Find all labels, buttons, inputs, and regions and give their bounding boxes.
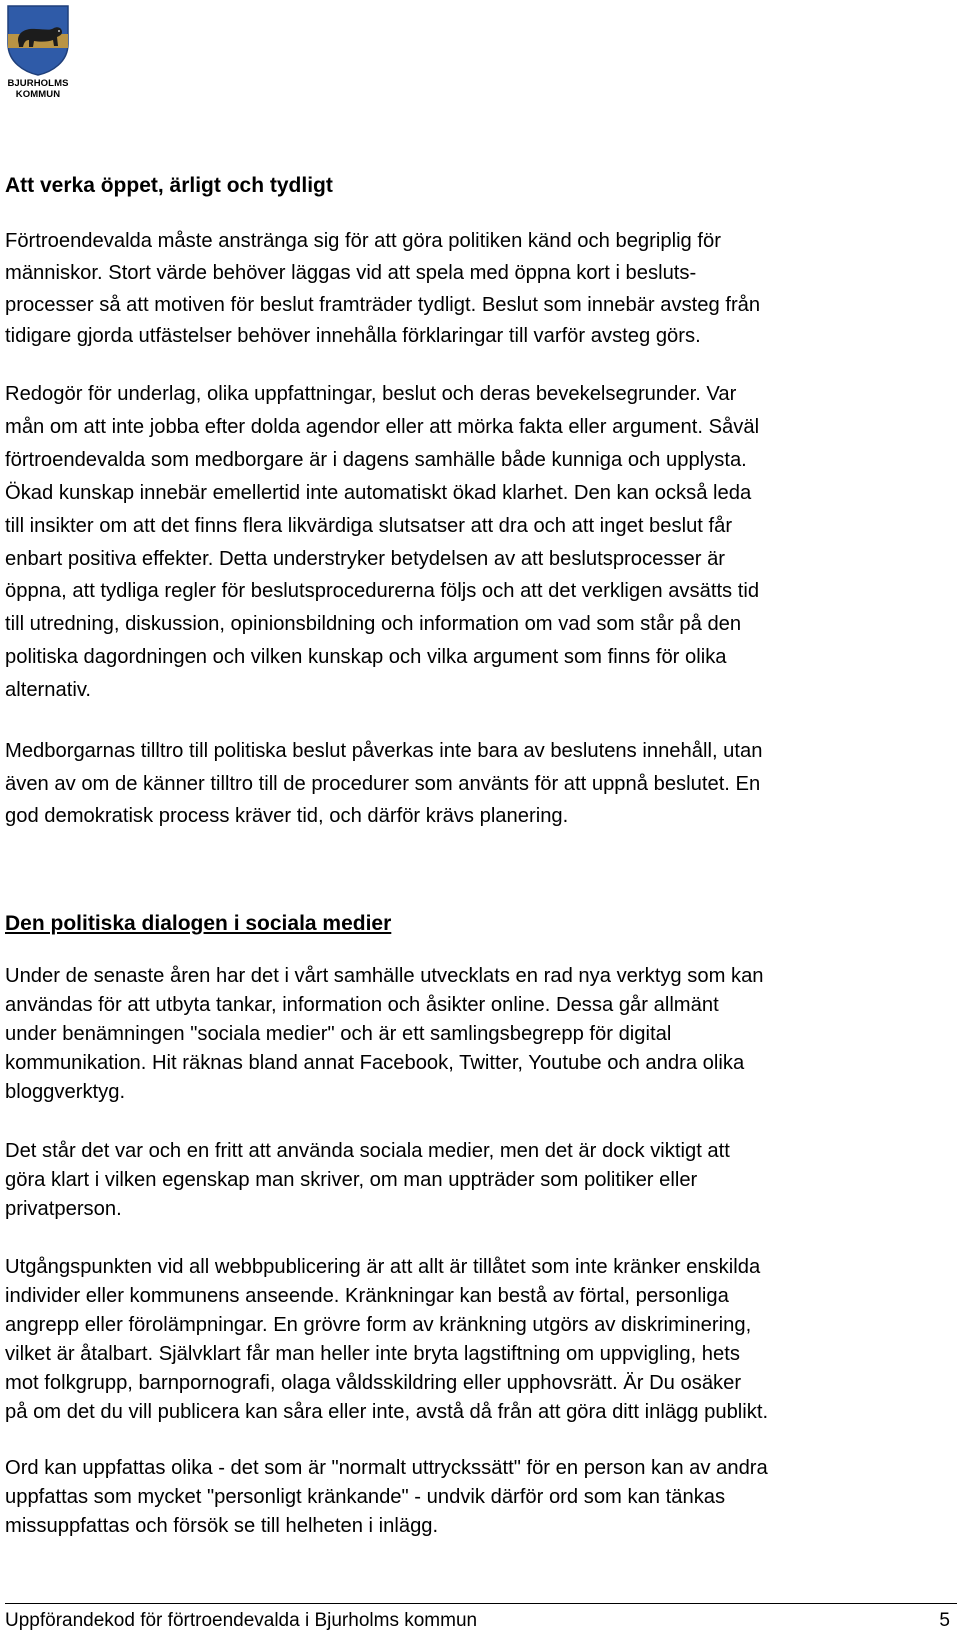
section1-paragraph: Förtroendevalda måste anstränga sig för att göra politiken känd och begriplig för människor. Stort värde behöver läggas vid att spela med öppna kort i besluts- processer så att motiven för beslut framträder tydligt. Beslut som innebär avsteg från tidigare gjorda utfästelser behöver innehålla förklaringar till varför avsteg görs. (5, 230, 761, 348)
section-heading-social-media: Den politiska dialogen i sociala medier (5, 912, 392, 935)
footer-page-number: 5 (939, 1610, 950, 1631)
section2-paragraph: Under de senaste åren har det i vårt samhälle utvecklats en rad nya verktyg som kan användas för att utbyta tankar, information och åsikter online. Dessa går allmänt under benämningen "sociala medier" och är ett samlingsbegrepp för digital kommunikation. Hit räknas bland annat Facebook, Twitter, Youtube och andra olika bloggverktyg. (5, 965, 764, 1103)
logo-name-line1: BJURHOLMS (7, 78, 69, 89)
section2-paragraph: Utgångspunkten vid all webbpublicering är att allt är tillåtet som inte kränker enskilda individer eller kommunens anseende. Kränkningar kan bestå av förtal, personliga angrepp eller förolämpningar. En grövre form av kränkning utgörs av diskriminering, vilket är åtalbart. Självklart får man heller inte bryta lagstiftning om uppvigling, hets mot folkgrupp, barnpornografi, olaga våldsskildring eller upphovsrätt. Är Du osäker på om det du vill publicera kan såra eller inte, avstå då från att göra ditt inlägg publikt. (5, 1256, 769, 1423)
section2-paragraph: Det står det var och en fritt att använda sociala medier, men det är dock viktigt att göra klart i vilken egenskap man skriver, om man uppträder som politiker eller privatperson. (5, 1140, 730, 1220)
footer-document-title: Uppförandekod för förtroendevalda i Bjurholms kommun (5, 1610, 478, 1631)
logo-name-line2: KOMMUN (15, 89, 61, 100)
section2-paragraph: Ord kan uppfattas olika - det som är "normalt uttryckssätt" för en person kan av andra uppfattas som mycket "personligt kränkande" - undvik därför ord som kan tänkas missuppfattas och försök se till helheten i inlägg. (5, 1457, 768, 1537)
section1-paragraph: Medborgarnas tilltro till politiska beslut påverkas inte bara av beslutens innehåll, utan även av om de känner tilltro till de procedurer som använts för att uppnå beslutet. En god demokratisk process kräver tid, och därför krävs planering. (5, 740, 763, 828)
bjurholm-coat-of-arms-logo (6, 4, 70, 108)
shield-icon (6, 4, 70, 76)
footer-divider (5, 1603, 957, 1604)
section-heading-open-honest-clear: Att verka öppet, ärligt och tydligt (5, 174, 333, 197)
section1-paragraph: Redogör för underlag, olika uppfattningar, beslut och deras bevekelsegrunder. Var mån om att inte jobba efter dolda agendor eller att mörka fakta eller argument. Såväl förtroendevalda som medborgare är i dagens samhälle både kunniga och upplysta. Ökad kunskap innebär emellertid inte automatiskt ökad klarhet. Den kan också leda till insikter om att det finns flera likvärdiga slutsatser att dra och att inget beslut får enbart positiva effekter. Detta understryker betydelsen av att beslutsprocesser är öppna, att tydliga regler för beslutsprocedurerna följs och att det verkligen avsätts tid till utredning, diskussion, opinionsbildning och information om vad som står på den politiska dagordningen och vilken kunskap och vilka argument som finns för olika alternativ. (5, 383, 760, 702)
